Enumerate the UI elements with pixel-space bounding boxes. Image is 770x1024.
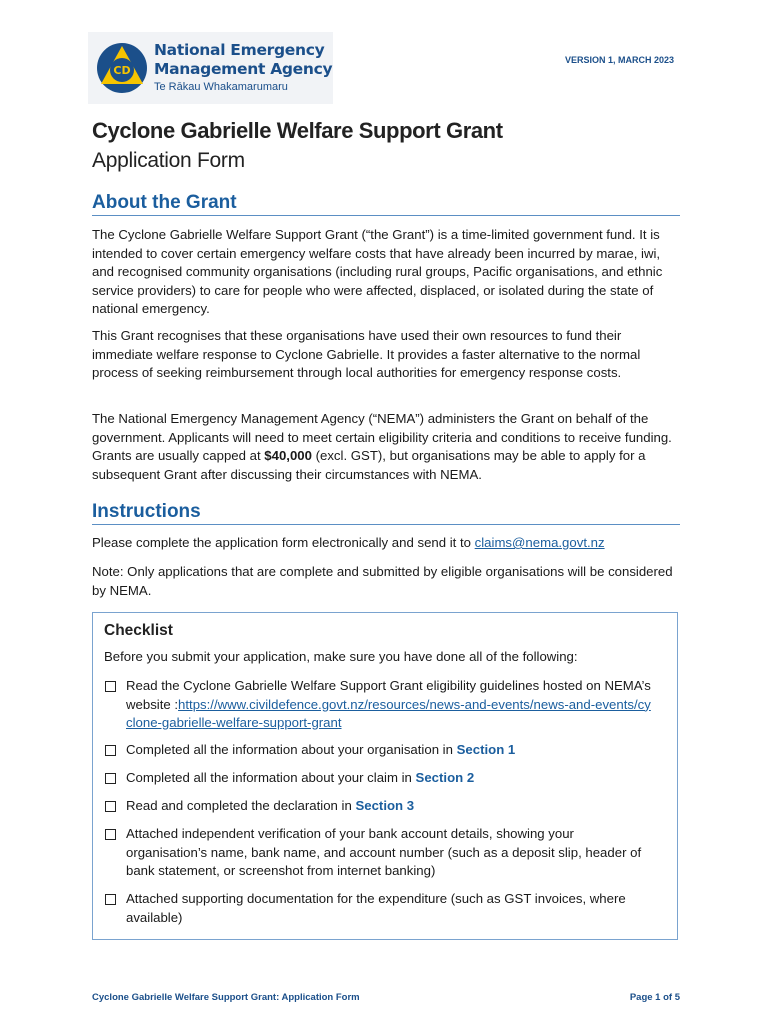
about-paragraph-1: The Cyclone Gabrielle Welfare Support Grant (“the Grant”) is a time-limited government fund. It is intended to cover certain emergency welfare costs that have already been incurred by marae, iwi, and recognised community organisations (including rural groups, Pacific organisations, and ethnic service providers) to care for people who were affected, displaced, or isolated during the state of national emergency. xyxy=(92,227,663,316)
item2-text: Completed all the information about your organisation in xyxy=(126,742,457,757)
section-1-ref: Section 1 xyxy=(456,742,516,757)
checkbox[interactable] xyxy=(105,829,116,840)
checklist-item-section1 xyxy=(105,741,655,760)
grant-cap-amount: $40,000 xyxy=(264,448,312,463)
checklist-box xyxy=(92,612,678,940)
document-subtitle: Application Form xyxy=(92,149,245,172)
checklist-title: Checklist xyxy=(104,622,173,639)
section-2-ref: Section 2 xyxy=(415,770,475,785)
item4-text: Read and completed the declaration in xyxy=(126,798,356,813)
about-rule xyxy=(92,215,680,216)
instructions-paragraph-1 xyxy=(92,534,682,553)
checklist-item-section2 xyxy=(105,769,655,788)
checklist-intro: Before you submit your application, make sure you have done all of the following: xyxy=(104,649,578,664)
civil-defence-badge-icon xyxy=(96,40,148,96)
claims-email-link[interactable]: claims@nema.govt.nz xyxy=(474,535,605,550)
agency-name xyxy=(154,41,332,79)
instructions-p1-text: Please complete the application form electronically and send it to xyxy=(92,535,475,550)
checkbox[interactable] xyxy=(105,773,116,784)
about-p3-text-a: The National Emergency Management Agency (“NEMA”) administers the Grant on behalf of the government. Applicants will need to meet certain eligibility criteria and conditions to receive funding. Grants are usually capped at xyxy=(92,411,672,463)
agency-name-line2: Management Agency xyxy=(154,60,333,78)
instructions-heading: Instructions xyxy=(92,501,201,522)
about-paragraph-2: This Grant recognises that these organisations have used their own resources to fund their immediate welfare response to Cyclone Gabrielle. It provides a faster alternative to the normal process of seeking reimbursement through local authorities for emergency response costs. xyxy=(92,328,641,380)
checklist-item-supporting-docs xyxy=(105,890,655,927)
agency-name-line1: National Emergency xyxy=(154,41,325,59)
checkbox[interactable] xyxy=(105,745,116,756)
badge-text: CD xyxy=(113,64,131,77)
instructions-rule xyxy=(92,524,680,525)
footer-page-number: Page 1 of 5 xyxy=(629,992,680,1003)
version-label: VERSION 1, MARCH 2023 xyxy=(564,55,674,65)
item3-text: Completed all the information about your claim in xyxy=(126,770,416,785)
document-title: Cyclone Gabrielle Welfare Support Grant xyxy=(92,118,503,143)
about-paragraph-3 xyxy=(92,410,682,484)
item1-text: Read the Cyclone Gabrielle Welfare Support Grant eligibility guidelines hosted on NEMA’s website : xyxy=(126,678,651,712)
checklist-item-section3 xyxy=(105,797,655,816)
checklist-item-guidelines xyxy=(105,677,655,733)
checkbox[interactable] xyxy=(105,894,116,905)
guidelines-link[interactable]: https://www.civildefence.govt.nz/resources/news-and-events/news-and-events/cyclone-gabrielle-welfare-support-grant xyxy=(126,696,651,730)
checklist-item-bank-verification xyxy=(105,825,655,881)
about-p3-text-b: (excl. GST), but organisations may be able to apply for a subsequent Grant after discussing their circumstances with NEMA. xyxy=(92,448,646,482)
checkbox[interactable] xyxy=(105,801,116,812)
footer-document-name: Cyclone Gabrielle Welfare Support Grant: Application Form xyxy=(92,992,360,1003)
about-heading: About the Grant xyxy=(92,192,237,213)
section-3-ref: Section 3 xyxy=(355,798,415,813)
instructions-paragraph-2: Note: Only applications that are complete and submitted by eligible organisations will be considered by NEMA. xyxy=(92,564,673,598)
agency-tagline: Te Rākau Whakamarumaru xyxy=(154,81,288,93)
checkbox[interactable] xyxy=(105,681,116,692)
item5-text: Attached independent verification of your bank account details, showing your organisation’s name, bank name, and account number (such as a deposit slip, header of bank statement, or screenshot from internet banking) xyxy=(126,826,642,878)
nema-logo xyxy=(88,32,333,104)
item6-text: Attached supporting documentation for the expenditure (such as GST invoices, where available) xyxy=(126,891,626,925)
